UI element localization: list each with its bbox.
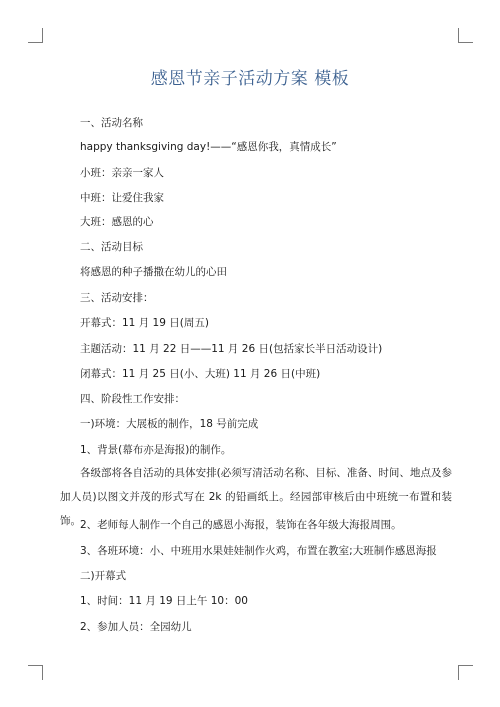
class-environment-line: 3、各班环境：小、中班用水果娃娃制作火鸡，布置在教室;大班制作感恩海报 bbox=[80, 545, 437, 557]
big-class-line: 大班：感恩的心 bbox=[80, 216, 154, 228]
participants-line: 2、参加人员：全园幼儿 bbox=[80, 621, 192, 633]
crop-mark-top-left bbox=[28, 28, 43, 43]
goal-text-line: 将感恩的种子播撒在幼儿的心田 bbox=[80, 266, 227, 278]
section-heading-activity-goal: 二、活动目标 bbox=[80, 241, 143, 253]
opening-time-line: 1、时间：11 月 19 日上午 10：00 bbox=[80, 595, 248, 607]
section-heading-phase-work: 四、阶段性工作安排： bbox=[80, 393, 185, 405]
section-heading-activity-name: 一、活动名称 bbox=[80, 117, 143, 129]
crop-mark-bottom-right bbox=[458, 665, 473, 680]
crop-mark-bottom-left bbox=[28, 665, 43, 680]
small-class-line: 小班：亲亲一家人 bbox=[80, 167, 164, 179]
arrangement-paragraph: 各级部将各自活动的具体安排(必须写清活动名称、目标、准备、时间、地点及参加人员)以图文并茂的形式写在 2k 的铅画纸上。经园部审核后由中班统一布置和装饰。 bbox=[60, 467, 452, 527]
crop-mark-top-right bbox=[458, 28, 473, 43]
closing-ceremony-line: 闭幕式：11 月 25 日(小、大班) 11 月 26 日(中班) bbox=[80, 368, 321, 380]
document-title: 感恩节亲子活动方案 模板 bbox=[150, 69, 350, 89]
opening-ceremony-line: 开幕式：11 月 19 日(周五) bbox=[80, 317, 209, 329]
background-making-line: 1、背景(幕布亦是海报)的制作。 bbox=[80, 444, 232, 456]
teacher-poster-line: 2、老师每人制作一个自己的感恩小海报，装饰在各年级大海报周围。 bbox=[80, 519, 402, 531]
theme-activity-line: 主题活动：11 月 22 日——11 月 26 日(包括家长半日活动设计) bbox=[80, 343, 383, 355]
environment-line: 一)环境：大展板的制作，18 号前完成 bbox=[80, 418, 259, 430]
section-heading-activity-schedule: 三、活动安排： bbox=[80, 292, 154, 304]
middle-class-line: 中班：让爱住我家 bbox=[80, 192, 164, 204]
section-heading-opening: 二)开幕式 bbox=[80, 570, 127, 582]
activity-theme-line: happy thanksgiving day!——“感恩你我，真情成长” bbox=[80, 141, 337, 153]
